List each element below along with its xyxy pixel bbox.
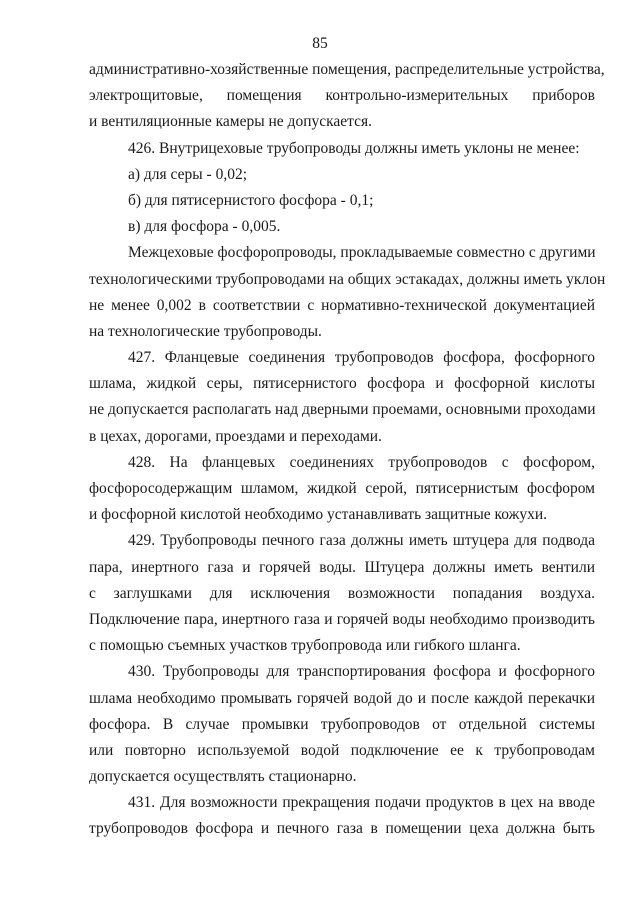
text-line: технологическими трубопроводами на общих эстакадах, должны иметь уклон (89, 270, 606, 288)
text-line: шлама необходимо промывать горячей водой до и после каждой перекачки (89, 689, 595, 707)
text-line: с заглушками для исключения возможности попадания воздуха. (89, 584, 595, 602)
text-line: трубопроводов фосфора и печного газа в помещении цеха должна быть (89, 820, 595, 838)
text-line: Межцеховые фосфоропроводы, прокладываемые совместно с другими (128, 244, 596, 262)
text-line: 428. На фланцевых соединениях трубопроводов с фосфором, (128, 453, 595, 471)
text-line: и вентиляционные камеры не допускается. (89, 113, 373, 131)
page-number: 85 (312, 35, 328, 52)
text-line: б) для пятисернистого фосфора - 0,1; (128, 191, 374, 209)
text-line: с помощью съемных участков трубопровода или гибкого шланга. (89, 637, 521, 655)
text-line: 430. Трубопроводы для транспортирования фосфора и фосфорного (128, 663, 595, 681)
text-line: фосфора. В случае промывки трубопроводов от отдельной системы (89, 715, 595, 733)
text-line: в) для фосфора - 0,005. (128, 218, 281, 236)
text-line: а) для серы - 0,02; (128, 165, 247, 183)
text-line: не менее 0,002 в соответствии с нормативно-технической документацией (89, 296, 595, 314)
text-line: Подключение пара, инертного газа и горячей воды необходимо производить (89, 610, 595, 628)
document-body (89, 57, 606, 843)
text-line: на технологические трубопроводы. (89, 322, 322, 340)
text-line: в цехах, дорогами, проездами и переходами. (89, 427, 382, 445)
text-line: административно-хозяйственные помещения, распределительные устройства, (89, 61, 605, 78)
text-line: пара, инертного газа и горячей воды. Штуцера должны иметь вентили (89, 558, 595, 576)
text-line: фосфоросодержащим шламом, жидкой серой, пятисернистым фосфором (89, 480, 595, 497)
text-line: или повторно используемой водой подключение ее к трубопроводам (89, 741, 595, 759)
text-line: электрощитовые, помещения контрольно-измерительных приборов (89, 87, 595, 105)
text-line: 431. Для возможности прекращения подачи продуктов в цех на вводе (128, 794, 595, 812)
text-line: допускается осуществлять стационарно. (89, 768, 357, 786)
text-line: 429. Трубопроводы печного газа должны иметь штуцера для подвода (128, 532, 595, 550)
text-line: 427. Фланцевые соединения трубопроводов фосфора, фосфорного (128, 349, 595, 367)
text-line: шлама, жидкой серы, пятисернистого фосфора и фосфорной кислоты (89, 375, 595, 393)
text-line: и фосфорной кислотой необходимо устанавливать защитные кожухи. (89, 506, 548, 524)
text-line: 426. Внутрицеховые трубопроводы должны иметь уклоны не менее: (128, 139, 580, 157)
text-line: не допускается располагать над дверными проемами, основными проходами (89, 401, 596, 419)
